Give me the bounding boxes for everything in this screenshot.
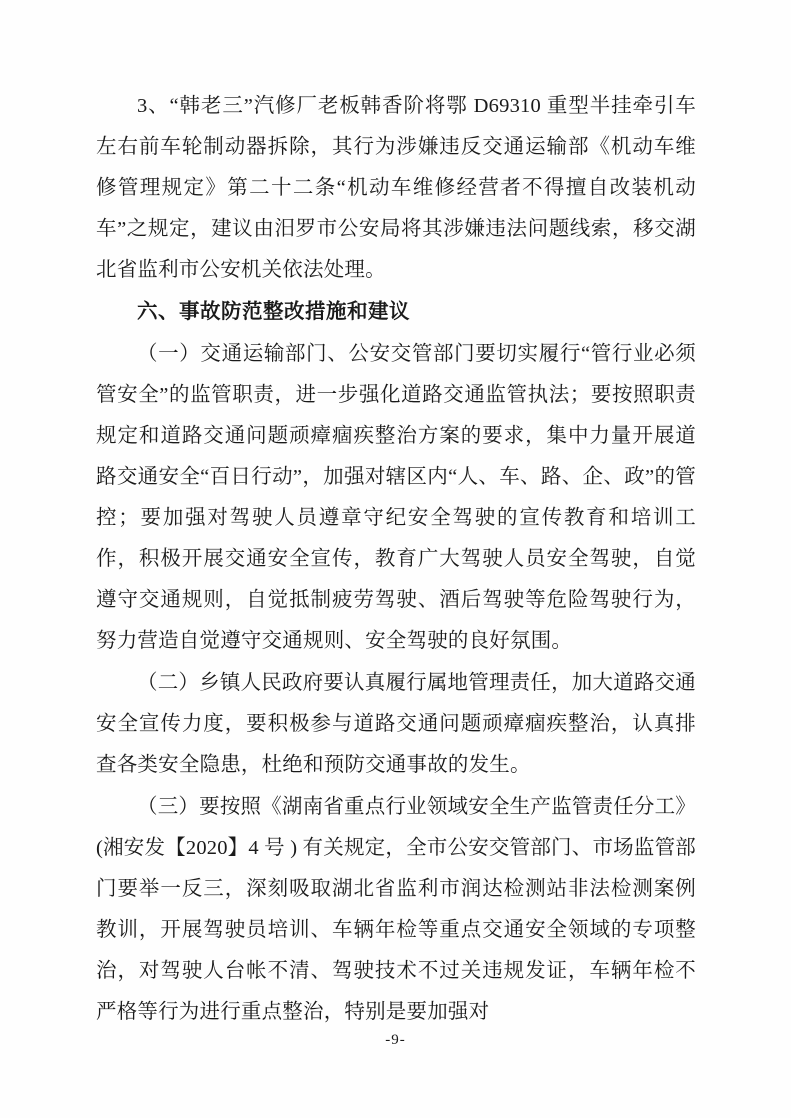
paragraph-item-3: 3、“韩老三”汽修厂老板韩香阶将鄂 D69310 重型半挂牵引车左右前车轮制动器拆除，其行为涉嫌违反交通运输部《机动车维修管理规定》第二十二条“机动车维修经营者不得擅自改装机动车”之规定，建议由汨罗市公安局将其涉嫌违法问题线索，移交湖北省监利市公安机关依法处理。 (96, 95, 696, 281)
paragraph-item-1: （一）交通运输部门、公安交管部门要切实履行“管行业必须管安全”的监管职责，进一步强化道路交通监管执法；要按照职责规定和道路交通问题顽瘴痼疾整治方案的要求，集中力量开展道路交通安全“百日行动”，加强对辖区内“人、车、路、企、政”的管控；要加强对驾驶人员遵章守纪安全驾驶的宣传教育和培训工作，积极开展交通安全宣传，教育广大驾驶人员安全驾驶，自觉遵守交通规则，自觉抵制疲劳驾驶、酒后驾驶等危险驾驶行为，努力营造自觉遵守交通规则、安全驾驶的良好氛围。 (96, 343, 696, 652)
page-number-footer: -9- (385, 1032, 406, 1048)
paragraph-item-2: （二）乡镇人民政府要认真履行属地管理责任，加大道路交通安全宣传力度，要积极参与道路交通问题顽瘴痼疾整治，认真排查各类安全隐患，杜绝和预防交通事故的发生。 (96, 672, 696, 776)
paragraph-item-3b: （三）要按照《湖南省重点行业领域安全生产监管责任分工》(湘安发【2020】4 号 ) 有关规定，全市公安交管部门、市场监管部门要举一反三，深刻吸取湖北省监利市润达检测站非法检测案例教训，开展驾驶员培训、车辆年检等重点交通安全领域的专项整治，对驾驶人台帐不清、驾驶技术不过关违规发证，车辆年检不严格等行为进行重点整治，特别是要加强对 (96, 796, 696, 1023)
section-heading-six: 六、事故防范整改措施和建议 (137, 301, 410, 323)
document-body (96, 86, 696, 1034)
